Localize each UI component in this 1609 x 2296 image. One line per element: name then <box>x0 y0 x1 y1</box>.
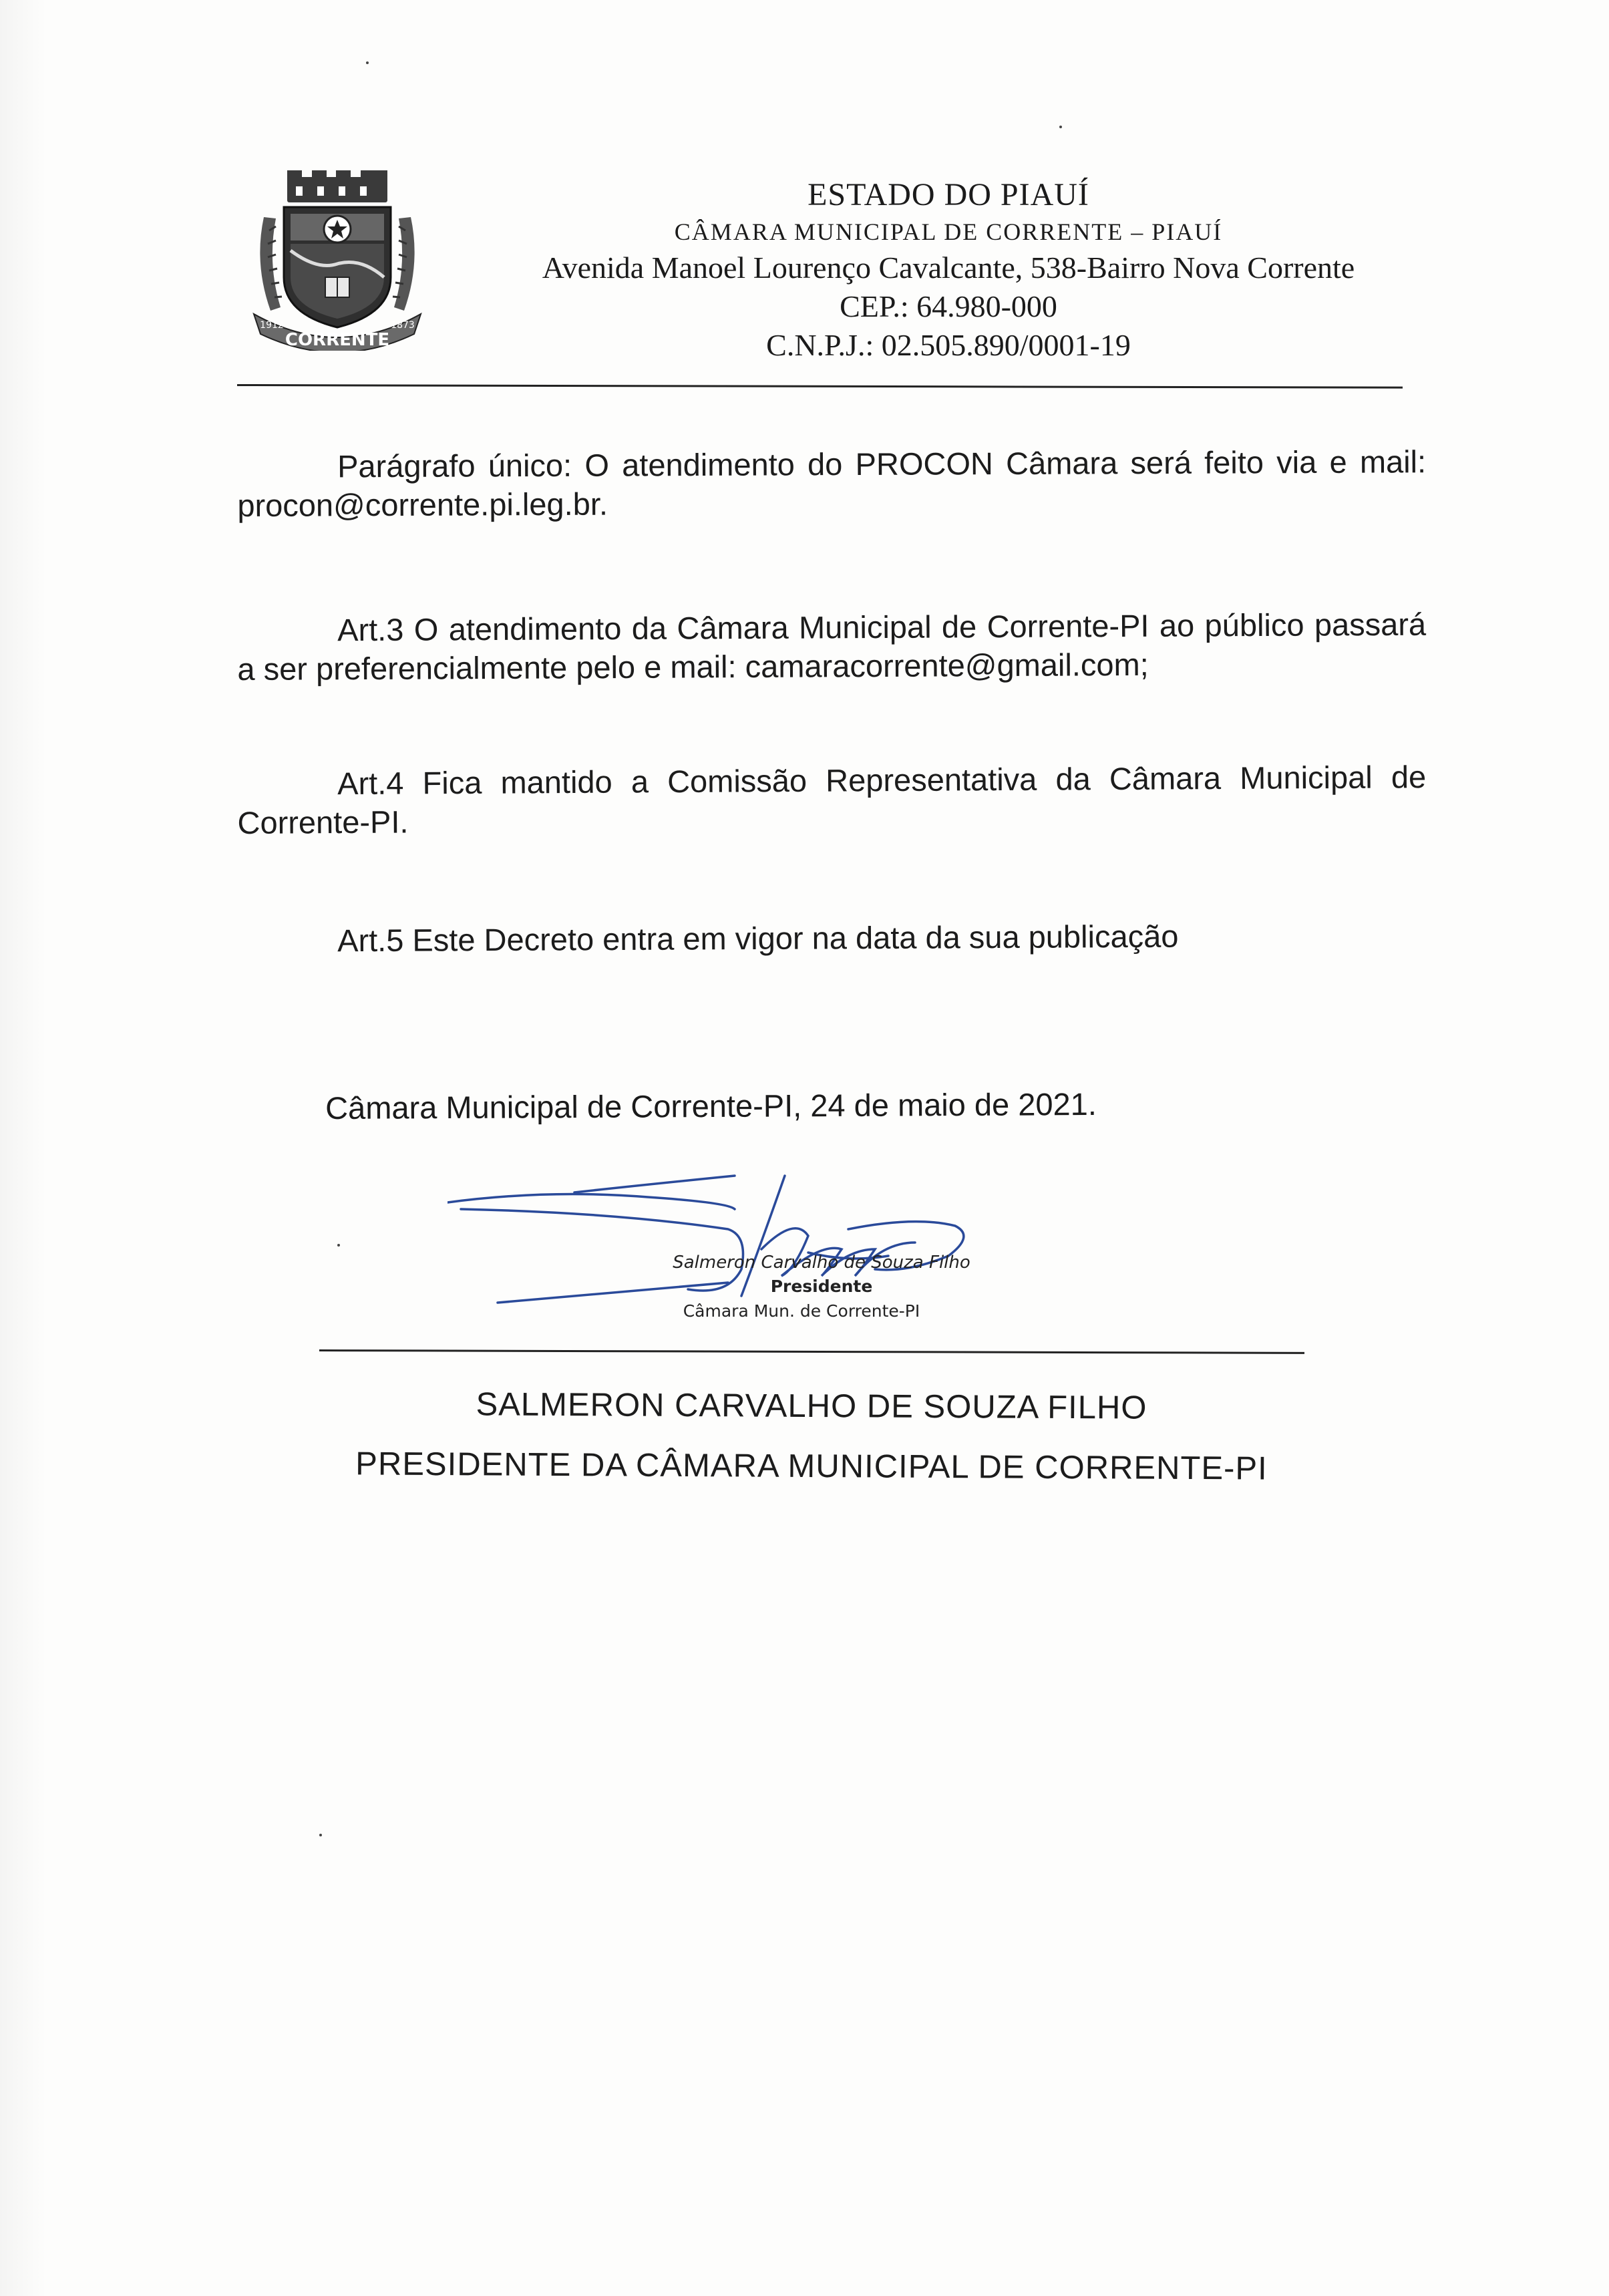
letterhead <box>508 175 1389 365</box>
stamp-name: Salmeron Carvalho de Souza Filho <box>673 1253 970 1273</box>
article-3 <box>237 605 1427 689</box>
crest-year-left: 1912 <box>260 320 284 331</box>
article-4-text: Art.4 Fica mantido a Comissão Representativa da Câmara Municipal de Corrente-PI. <box>237 759 1427 840</box>
stamp-org: Câmara Mun. de Corrente-PI <box>683 1301 920 1321</box>
article-4 <box>237 758 1427 842</box>
paragraph-unico <box>237 442 1426 525</box>
letterhead-address: Avenida Manoel Lourenço Cavalcante, 538-Bairro Nova Corrente <box>542 251 1355 285</box>
scan-speck <box>1059 126 1062 128</box>
signature-line <box>319 1349 1304 1354</box>
date-line: Câmara Municipal de Corrente-PI, 24 de maio de 2021. <box>325 1086 1097 1126</box>
scan-speck <box>319 1834 322 1836</box>
scan-speck <box>366 61 369 64</box>
crest-year-right: 1873 <box>391 320 415 331</box>
scan-edge-shadow <box>0 0 47 2296</box>
signature-stamp <box>614 1251 989 1324</box>
article-3-text: Art.3 O atendimento da Câmara Municipal de Corrente-PI ao público passará a ser preferencialmente pelo e mail: camaracorrente@gmail.com; <box>237 606 1427 687</box>
stamp-role: Presidente <box>770 1277 873 1296</box>
letterhead-cep: CEP.: 64.980-000 <box>840 289 1057 323</box>
article-5 <box>237 916 1426 961</box>
letterhead-cnpj: C.N.P.J.: 02.505.890/0001-19 <box>766 328 1131 362</box>
paragraph-unico-text: Parágrafo único: O atendimento do PROCON Câmara será feito via e mail: procon@corrente.pi.leg.br. <box>237 444 1427 523</box>
signer-title: PRESIDENTE DA CÂMARA MUNICIPAL DE CORRENTE-PI <box>355 1446 1268 1487</box>
crest-ribbon-text: CORRENTE <box>285 330 390 350</box>
article-5-text: Art.5 Este Decreto entra em vigor na data da sua publicação <box>337 918 1179 959</box>
scan-speck <box>337 1244 340 1247</box>
letterhead-chamber: CÂMARA MUNICIPAL DE CORRENTE – PIAUÍ <box>674 218 1223 245</box>
letterhead-divider <box>237 384 1403 389</box>
letterhead-state: ESTADO DO PIAUÍ <box>808 177 1089 212</box>
municipal-crest-icon <box>250 170 424 351</box>
signer-name: SALMERON CARVALHO DE SOUZA FILHO <box>476 1386 1147 1426</box>
